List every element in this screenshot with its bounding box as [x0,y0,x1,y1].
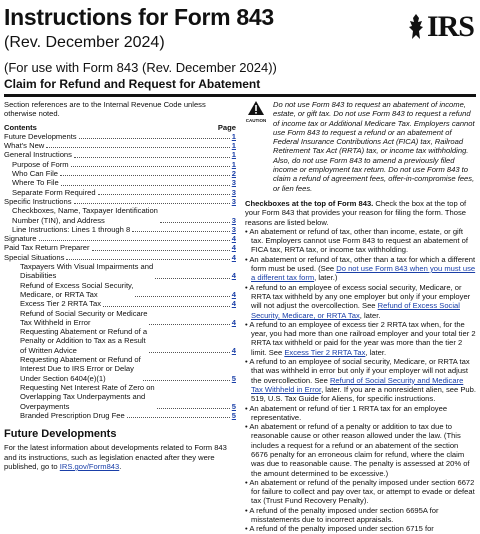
toc-leader-dots [127,417,230,418]
toc-leader-dots [143,380,230,381]
toc-item[interactable] [4,243,236,252]
toc-page-link[interactable]: 1 [231,159,236,169]
reason-text: An abatement or refund of the penalty imposed under section 6672 for failure to collect and pay over tax, or attempt to evade or defeat tax (Trust Fund Recovery Penalty). [249,477,475,506]
toc-page-link[interactable]: 3 [231,178,236,188]
cross-reference-link[interactable]: Do not use Form 843 when you must use a different tax form [251,264,476,283]
toc-leader-dots [61,185,230,186]
reason-list-item [245,255,477,283]
toc-item-label: Requesting Abatement or Refund of Interest Due to IRS Error or Delay Under Section 6404(e)(1) [20,355,141,383]
toc-page-link[interactable]: 1 [231,150,236,160]
toc-item-label: Refund of Excess Social Security, Medicare, or RRTA Tax [20,280,134,299]
toc-leader-dots [160,222,230,223]
checkboxes-heading: Checkboxes at the top of Form 843. [245,198,374,208]
reason-text: A refund of the penalty imposed under section 6695A for misstatements due to incorrect appraisals. [249,505,439,525]
toc-page-link[interactable]: 3 [231,224,236,234]
toc-page-link[interactable]: 4 [231,243,236,253]
toc-leader-dots [132,231,230,232]
toc-item[interactable] [4,253,236,262]
toc-item[interactable] [4,150,236,159]
toc-page-link[interactable]: 4 [231,299,236,309]
toc-leader-dots [66,259,229,260]
toc-header [4,123,236,132]
toc-item[interactable] [4,132,236,141]
toc-item-label: Excess Tier 2 RRTA Tax [20,299,102,309]
toc-item[interactable] [4,411,236,420]
irs-form843-link[interactable]: IRS.gov/Form843 [59,461,120,471]
caution-symbol [245,100,267,193]
toc-item-label: Specific Instructions [4,196,72,206]
toc-leader-dots [149,324,229,325]
toc-item[interactable] [4,160,236,169]
future-developments-body: For the latest information about developments related to Form 843 and its instructions, such as legislation enacted after they were published, go to IRS.gov/Form843. [4,443,227,471]
reason-list-item [245,357,477,403]
toc-item[interactable] [4,262,236,281]
toc-item-label: Line Instructions: Lines 1 through 8 [12,224,131,234]
toc-item-label: Future Developments [4,131,77,141]
for-use-note: (For use with Form 843 (Rev. December 2024)) [4,60,277,75]
toc-leader-dots [157,408,230,409]
checkboxes-paragraph: Checkboxes at the top of Form 843. Check the box at the top of your Form 843 that provides your reason for filing the form. Those reasons are listed below. [245,198,467,227]
toc-page-link[interactable]: 4 [231,271,236,281]
toc-leader-dots [92,250,230,251]
toc-page-link[interactable]: 4 [231,234,236,244]
reason-list-item [245,283,477,320]
toc-item[interactable] [4,299,236,308]
irs-logo-text: IRS [426,10,474,43]
toc-page-link[interactable]: 1 [231,141,236,151]
reason-list-item [245,320,477,357]
bullet-glyph: • [245,422,250,432]
caution-label: CAUTION [245,118,267,123]
toc-leader-dots [74,203,230,204]
reason-list-item [245,404,477,423]
toc-item[interactable] [4,281,236,300]
toc-leader-dots [149,352,230,353]
left-column [4,100,236,471]
caution-box [245,100,477,193]
toc-item-label: What's New [4,141,45,151]
title-rule [4,94,476,97]
toc-leader-dots [98,194,230,195]
toc-leader-dots [103,306,230,307]
future-developments-heading: Future Developments [4,428,117,441]
reason-text: A refund to an employee of excess social security, Medicare, or RRTA tax withheld by any one employer but only if your employer will not adjust the overcollection. See [249,282,471,311]
toc-item[interactable] [4,355,236,383]
toc-item-label: Who Can File [12,169,59,179]
toc-item[interactable] [4,225,236,234]
reason-list-item [245,227,477,255]
toc-item-label: Taxpayers With Visual Impairments and Disabilities [20,262,154,281]
toc-leader-dots [71,166,230,167]
bullet-glyph: • [245,319,250,329]
toc-item[interactable] [4,188,236,197]
reason-list-item [245,478,477,506]
toc-page-link[interactable]: 4 [231,289,236,299]
toc-leader-dots [79,138,230,139]
bullet-glyph: • [245,505,250,515]
toc-item[interactable] [4,327,236,355]
toc-page-link[interactable]: 1 [231,131,236,141]
bullet-glyph: • [245,477,250,487]
bullet-glyph: • [245,357,250,367]
toc-page-link[interactable]: 5 [231,410,236,420]
eagle-icon [407,13,425,41]
toc-item[interactable] [4,197,236,206]
toc-page-link[interactable]: 3 [231,196,236,206]
toc-page-link[interactable]: 5 [231,373,236,383]
toc-item-label: Where To File [12,178,59,188]
toc-item[interactable] [4,169,236,178]
reason-list-item [245,422,477,478]
reason-text: An abatement or refund of tax, other than income, estate, or gift tax. Employers cannot use Form 843 to request an abatement of FICA tax, RRTA tax, or income tax withholding. [249,226,468,255]
table-of-contents [4,132,236,420]
right-column [245,100,477,534]
toc-page-link[interactable]: 2 [231,169,236,179]
toc-page-link[interactable]: 4 [231,345,236,355]
cross-reference-link[interactable]: Excess Tier 2 RRTA Tax [284,347,366,357]
toc-leader-dots [60,175,230,176]
toc-item[interactable] [4,383,236,411]
bullet-glyph: • [245,254,250,264]
bullet-glyph: • [245,226,250,236]
toc-item[interactable] [4,178,236,187]
toc-item-label: Checkboxes, Name, Taxpayer Identification Number (TIN), and Address [12,206,158,225]
reason-text: A refund to an employee of excess tier 2 RRTA tax when, for the year, you had more than one railroad employer and your total tier 2 RRTA tax withheld or paid for the year was more than the tier 2 limit. See [249,319,476,357]
irs-logo [407,10,474,44]
bullet-glyph: • [245,403,250,413]
toc-item[interactable] [4,234,236,243]
reason-text: An abatement or refund of tax, other than a tax for which a different form must be used. (See [249,254,476,274]
toc-page-link[interactable]: 4 [231,252,236,262]
toc-item-label: Purpose of Form [12,159,69,169]
toc-item-label: Special Situations [4,252,65,262]
form-subtitle: Claim for Refund and Request for Abatement [4,77,261,91]
toc-item[interactable] [4,206,236,225]
revision-date: (Rev. December 2024) [4,34,165,51]
toc-leader-dots [74,157,230,158]
reason-text-tail: , later.) [314,273,338,283]
caution-text: Do not use Form 843 to request an abatement of income, estate, or gift tax. Do not use Form 843 to request a refund of income tax or Additional Medicare Tax. Employers cannot use Form 843 to request a refund or an abatement of Federal Insurance Contributions Act (FICA) tax, Railroad Retirement Tax Act (RRTA) tax, or income tax withholding. Also, do not use Form 843 to amend a previously filed income or employment tax return. Do not use Form 843 to claim a refund of agreement fees, offer-in-compromise fees, or lien fees. [273,100,475,193]
reason-text-tail: , later. [365,347,387,357]
reason-list [245,227,477,534]
toc-item[interactable] [4,309,236,328]
toc-item-label: Requesting Abatement or Refund of a Penalty or Addition to Tax as a Result of Written Advice [20,327,148,355]
cross-reference-link[interactable]: Refund of Social Security and Medicare Tax Withheld in Error [251,375,464,394]
toc-page-link[interactable]: 5 [231,401,236,411]
reason-list-item [245,506,477,525]
cross-reference-link[interactable]: Refund of Excess Social Security, Medicare, or RRTA Tax [251,301,460,320]
toc-leader-dots [46,147,229,148]
toc-item-label: Refund of Social Security or Medicare Tax Withheld in Error [20,308,148,327]
toc-heading: Contents [4,122,37,132]
toc-item-label: Paid Tax Return Preparer [4,243,90,253]
toc-page-heading: Page [217,122,236,132]
toc-item-label: Signature [4,234,37,244]
toc-leader-dots [135,296,229,297]
toc-item-label: General Instructions [4,150,72,160]
reason-text: A refund to an employee of social security, Medicare, or RRTA tax that was withheld in error but only if your employer will not adjust the overcollection. See [249,357,470,385]
page-title: Instructions for Form 843 [4,4,274,30]
toc-page-link[interactable]: 4 [231,317,236,327]
toc-item-label: Branded Prescription Drug Fee [20,410,125,420]
toc-page-link[interactable]: 3 [231,187,236,197]
reason-text: A refund of the penalty imposed under section 6715 for [249,524,434,534]
reason-text-tail: , later. If you are a nonresident alien, see Pub. 519, U.S. Tax Guide for Aliens, for specific instructions. [251,384,476,404]
toc-item[interactable] [4,141,236,150]
reason-list-item [245,524,477,533]
caution-icon [247,100,265,116]
bullet-glyph: • [245,282,250,292]
reason-text: An abatement or refund of a penalty or addition to tax due to reasonable cause or other reason allowed under the law. (This includes a request for a refund or an abatement of the section 6676 penalty for an erroneous claim for refund, where the claim was due to reasonable cause. The penalty is assessed at 20% of the amount determined to be excessive.) [249,422,470,478]
toc-leader-dots [39,240,230,241]
toc-item-label: Separate Form Required [12,187,96,197]
reason-text-tail: , later. [359,310,381,320]
toc-item-label: Requesting Net Interest Rate of Zero on Overlapping Tax Underpayments and Overpayments [20,382,155,411]
reason-text: An abatement or refund of tier 1 RRTA tax for an employee representative. [249,403,448,422]
toc-page-link[interactable]: 3 [231,215,236,225]
toc-leader-dots [155,278,230,279]
section-references-note: Section references are to the Internal Revenue Code unless otherwise noted. [4,100,206,119]
bullet-glyph: • [245,524,250,534]
